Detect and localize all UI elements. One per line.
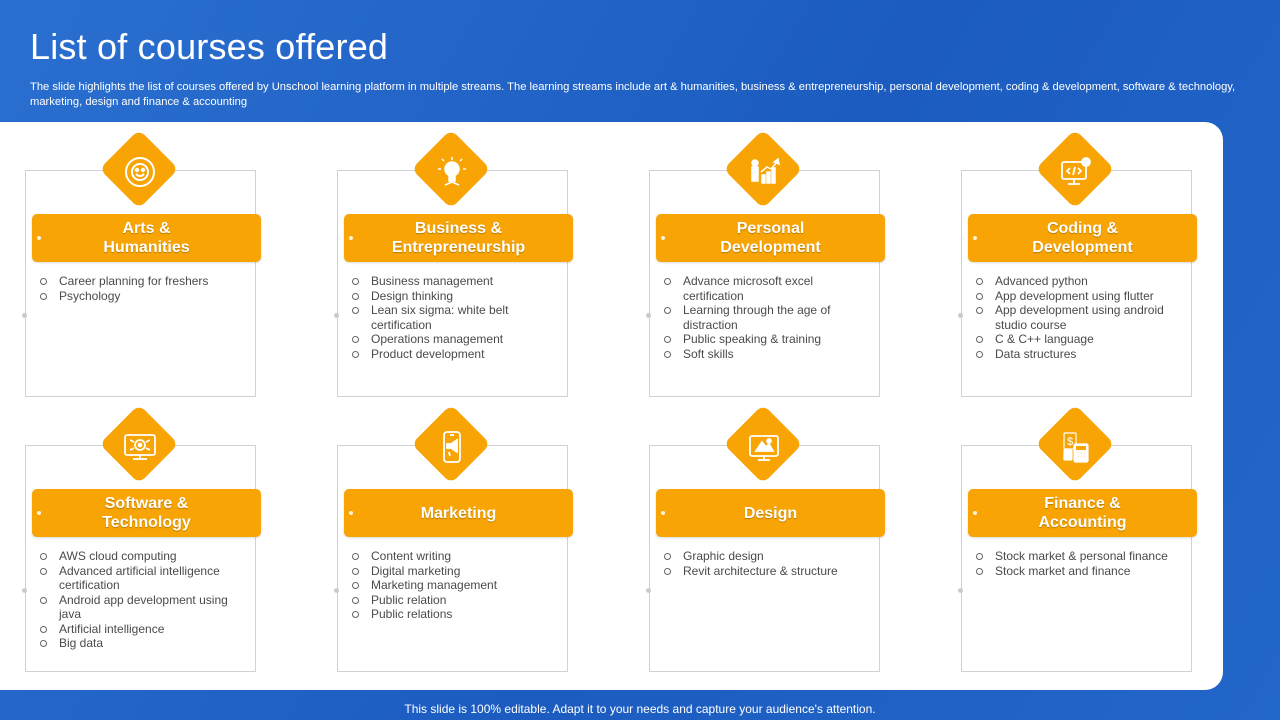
course-list xyxy=(975,274,1181,361)
banner-dot xyxy=(973,236,977,240)
course-stream-title xyxy=(32,489,261,537)
course-stream-title xyxy=(32,214,261,262)
course-list-item: Data structures xyxy=(975,347,1181,362)
course-list-item: Graphic design xyxy=(663,549,869,564)
connector-dot xyxy=(22,313,27,318)
stream-title-text xyxy=(103,219,189,257)
stream-title-text xyxy=(1039,494,1127,532)
course-list-item: Lean six sigma: white belt certification xyxy=(351,303,557,332)
code-monitor-icon xyxy=(1052,148,1100,196)
growth-chart-icon xyxy=(740,148,788,196)
course-stream-title xyxy=(344,214,573,262)
stream-title-line: Development xyxy=(720,239,821,256)
course-list-item: Product development xyxy=(351,347,557,362)
stream-title-line: Humanities xyxy=(103,239,190,256)
stream-title-text xyxy=(102,494,191,532)
course-list-item: Digital marketing xyxy=(351,564,557,579)
footer-note: This slide is 100% editable. Adapt it to your needs and capture your audience's attention. xyxy=(404,702,876,716)
course-list-item: AWS cloud computing xyxy=(39,549,245,564)
stream-title-text xyxy=(392,219,525,257)
banner-dot xyxy=(37,511,41,515)
course-list-item: App development using flutter xyxy=(975,289,1181,304)
page-subtitle: The slide highlights the list of courses offered by Unschool learning platform in multiple streams. The learning streams include art & humanities, business & entrepreneurship, personal development, coding & development, software & technology, marketing, design and finance & accounting xyxy=(30,81,1236,108)
course-list-item: Artificial intelligence xyxy=(39,622,245,637)
course-card xyxy=(25,170,255,396)
course-list-item: Design thinking xyxy=(351,289,557,304)
course-list-item: Public relations xyxy=(351,607,557,622)
stream-title-line: Marketing xyxy=(420,504,497,522)
course-stream-title xyxy=(968,489,1197,537)
banner-dot xyxy=(973,511,977,515)
connector-dot xyxy=(22,588,27,593)
stream-title-text xyxy=(744,504,797,523)
course-list-item: App development using android studio course xyxy=(975,303,1181,332)
course-list-item: Psychology xyxy=(39,289,245,304)
course-list-item: Soft skills xyxy=(663,347,869,362)
course-stream-title xyxy=(656,214,885,262)
theater-masks-icon xyxy=(116,148,164,196)
course-list xyxy=(39,274,245,303)
course-list-item: C & C++ language xyxy=(975,332,1181,347)
design-tools-icon xyxy=(740,423,788,471)
course-list xyxy=(663,274,869,361)
stream-title-line: Design xyxy=(743,504,798,522)
course-list xyxy=(663,549,869,578)
course-card xyxy=(337,445,567,671)
course-card xyxy=(649,445,879,671)
course-card xyxy=(25,445,255,671)
course-card xyxy=(337,170,567,396)
course-stream-title xyxy=(344,489,573,537)
course-list-item: Advance microsoft excel certification xyxy=(663,274,869,303)
page-title: List of courses offered xyxy=(30,26,389,67)
course-list-item: Android app development using java xyxy=(39,593,245,622)
lightbulb-idea-icon xyxy=(428,148,476,196)
course-list-item: Content writing xyxy=(351,549,557,564)
connector-dot xyxy=(646,588,651,593)
course-list-item: Stock market & personal finance xyxy=(975,549,1181,564)
stream-title-line: Accounting xyxy=(1038,514,1127,531)
course-card xyxy=(961,170,1191,396)
course-list xyxy=(351,274,557,361)
connector-dot xyxy=(958,588,963,593)
course-card xyxy=(649,170,879,396)
stream-title-line: Arts & xyxy=(122,220,171,237)
course-list-item: Advanced python xyxy=(975,274,1181,289)
connector-dot xyxy=(646,313,651,318)
course-list-item: Public relation xyxy=(351,593,557,608)
course-list xyxy=(975,549,1181,578)
course-list xyxy=(351,549,557,622)
mobile-marketing-icon xyxy=(428,423,476,471)
course-list-item: Marketing management xyxy=(351,578,557,593)
course-list-item: Career planning for freshers xyxy=(39,274,245,289)
course-list-item: Business management xyxy=(351,274,557,289)
banner-dot xyxy=(349,511,353,515)
software-monitor-icon xyxy=(116,423,164,471)
course-list-item: Stock market and finance xyxy=(975,564,1181,579)
course-list-item: Learning through the age of distraction xyxy=(663,303,869,332)
banner-dot xyxy=(349,236,353,240)
stream-title-line: Personal xyxy=(736,220,805,237)
course-list xyxy=(39,549,245,651)
banner-dot xyxy=(661,236,665,240)
stream-title-text xyxy=(421,504,497,523)
connector-dot xyxy=(334,313,339,318)
course-list-item: Advanced artificial intelligence certification xyxy=(39,564,245,593)
stream-title-line: Entrepreneurship xyxy=(391,239,526,256)
course-list-item: Big data xyxy=(39,636,245,651)
finance-calculator-icon xyxy=(1052,423,1100,471)
course-list-item: Operations management xyxy=(351,332,557,347)
course-stream-title xyxy=(968,214,1197,262)
svg-text:$: $ xyxy=(1067,436,1074,448)
stream-title-line: Technology xyxy=(102,514,191,531)
stream-title-line: Finance & xyxy=(1044,495,1121,512)
connector-dot xyxy=(958,313,963,318)
course-list-item: Public speaking & training xyxy=(663,332,869,347)
banner-dot xyxy=(37,236,41,240)
stream-title-text xyxy=(720,219,820,257)
stream-title-line: Coding & xyxy=(1046,220,1119,237)
course-card xyxy=(961,436,1191,671)
connector-dot xyxy=(334,588,339,593)
stream-title-line: Development xyxy=(1032,239,1133,256)
stream-title-line: Software & xyxy=(104,495,189,512)
course-list-item: Revit architecture & structure xyxy=(663,564,869,579)
banner-dot xyxy=(661,511,665,515)
stream-title-line: Business & xyxy=(414,220,503,237)
course-stream-title xyxy=(656,489,885,537)
stream-title-text xyxy=(1032,219,1132,257)
